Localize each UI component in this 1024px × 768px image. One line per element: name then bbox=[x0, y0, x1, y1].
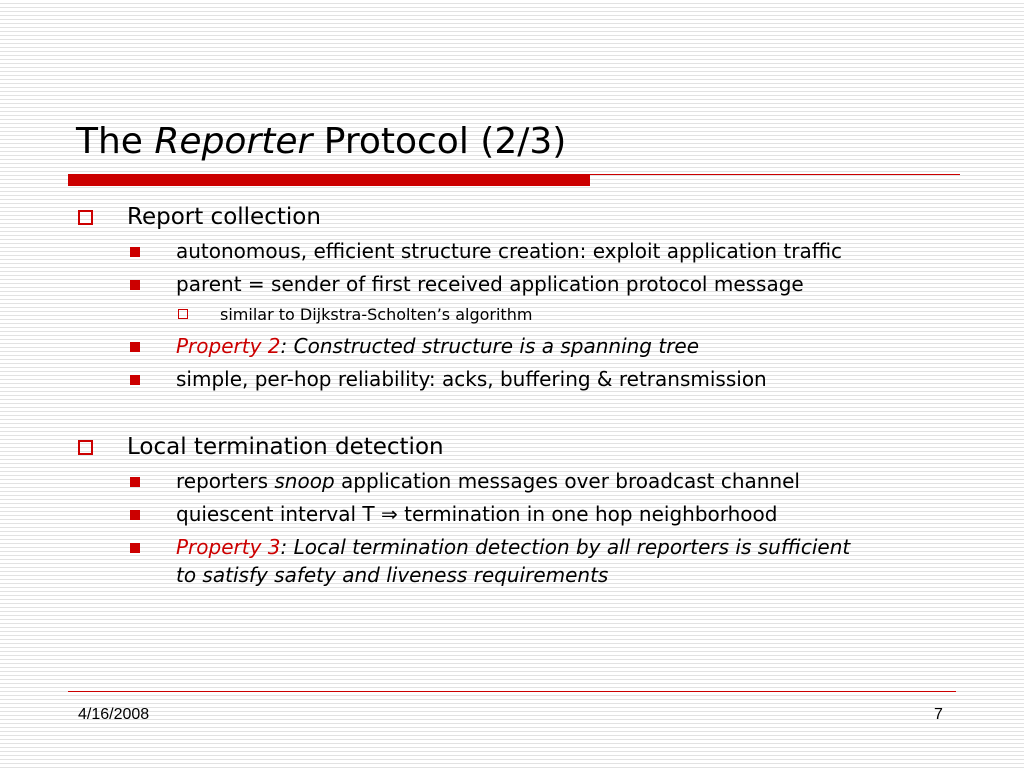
filled-square-bullet-icon bbox=[130, 510, 140, 520]
property-text: : Local termination detection by all reporters is sufficient bbox=[280, 535, 851, 559]
page-number: 7 bbox=[934, 706, 943, 723]
slide-title-prefix: The bbox=[76, 121, 155, 162]
filled-square-bullet-icon bbox=[130, 543, 140, 553]
list-item: quiescent interval T ⇒ termination in one hop neighborhood bbox=[176, 502, 778, 526]
hollow-square-bullet-icon bbox=[78, 210, 93, 225]
slide-title-emphasis: Reporter bbox=[154, 121, 313, 162]
filled-square-bullet-icon bbox=[130, 280, 140, 290]
list-item-text: application messages over broadcast channel bbox=[334, 469, 800, 493]
property-label: Property 2 bbox=[176, 334, 281, 358]
list-item-text: reporters bbox=[176, 469, 275, 493]
section-heading: Report collection bbox=[127, 204, 321, 230]
list-item bbox=[176, 469, 800, 494]
property-item bbox=[176, 535, 850, 560]
property-item bbox=[176, 334, 699, 359]
sub-list-item: similar to Dijkstra-Scholten’s algorithm bbox=[220, 305, 533, 324]
footer-date: 4/16/2008 bbox=[78, 706, 150, 723]
hollow-square-bullet-icon bbox=[78, 440, 93, 455]
footer-divider bbox=[68, 691, 956, 692]
list-item-emphasis: snoop bbox=[274, 469, 335, 493]
filled-square-bullet-icon bbox=[130, 247, 140, 257]
property-label: Property 3 bbox=[176, 535, 281, 559]
property-text: : Constructed structure is a spanning tree bbox=[280, 334, 700, 358]
filled-square-bullet-icon bbox=[130, 375, 140, 385]
list-item: parent = sender of first received application protocol message bbox=[176, 272, 804, 296]
filled-square-bullet-icon bbox=[130, 342, 140, 352]
section-heading: Local termination detection bbox=[127, 434, 444, 460]
filled-square-bullet-icon bbox=[130, 477, 140, 487]
list-item: simple, per-hop reliability: acks, buffering & retransmission bbox=[176, 367, 767, 391]
list-item: autonomous, efficient structure creation: exploit application traffic bbox=[176, 239, 843, 263]
slide-title-suffix: Protocol (2/3) bbox=[312, 121, 567, 162]
small-hollow-square-bullet-icon bbox=[178, 309, 188, 319]
property-text-continuation: to satisfy safety and liveness requirements bbox=[176, 563, 609, 587]
